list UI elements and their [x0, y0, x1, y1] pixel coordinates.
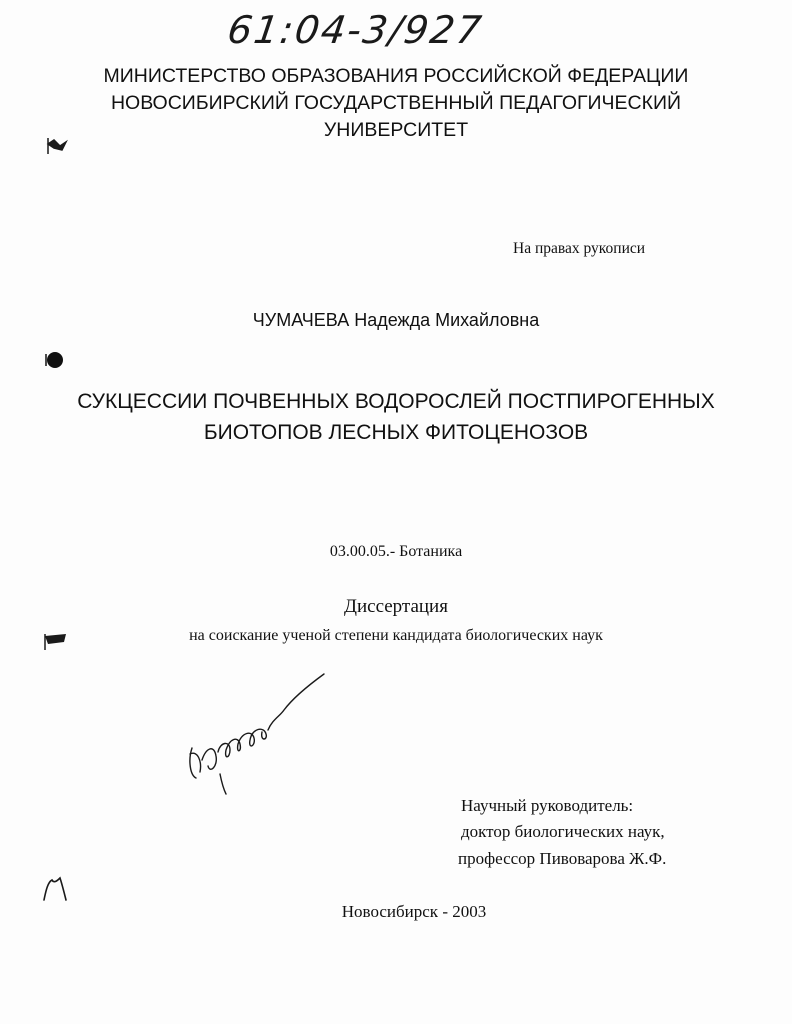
- scan-mark-bottom: [40, 874, 70, 904]
- dissertation-title-line-2: БИОТОПОВ ЛЕСНЫХ ФИТОЦЕНОЗОВ: [203, 421, 589, 444]
- supervisor-label: Научный руководитель:: [461, 796, 634, 815]
- specialty-code: 03.00.05.- Ботаника: [329, 543, 463, 560]
- dissertation-title-line-1: СУКЦЕССИИ ПОЧВЕННЫХ ВОДОРОСЛЕЙ ПОСТПИРОГЕННЫХ: [77, 390, 715, 413]
- scan-mark-middle: [42, 630, 70, 652]
- scan-mark-dot: [42, 348, 66, 372]
- archive-number-handwritten: [224, 8, 518, 58]
- header-line-1: МИНИСТЕРСТВО ОБРАЗОВАНИЯ РОССИЙСКОЙ ФЕДЕРАЦИИ: [103, 65, 689, 87]
- supervisor-degree: доктор биологических наук,: [461, 822, 665, 841]
- archive-number: 61:04-3/927: [224, 8, 486, 52]
- rights-note: На правах рукописи: [513, 240, 646, 257]
- author-signature: [180, 670, 330, 800]
- header-line-2: НОВОСИБИРСКИЙ ГОСУДАРСТВЕННЫЙ ПЕДАГОГИЧЕСКИЙ: [110, 92, 682, 114]
- header-line-3: УНИВЕРСИТЕТ: [323, 119, 469, 141]
- scan-mark-top: [44, 134, 70, 156]
- supervisor-name: профессор Пивоварова Ж.Ф.: [458, 849, 667, 868]
- degree-sought: на соискание ученой степени кандидата биологических наук: [189, 627, 603, 644]
- document-type: Диссертация: [344, 596, 448, 617]
- place-year: Новосибирск - 2003: [341, 902, 487, 921]
- author-name: ЧУМАЧЕВА Надежда Михайловна: [252, 310, 540, 330]
